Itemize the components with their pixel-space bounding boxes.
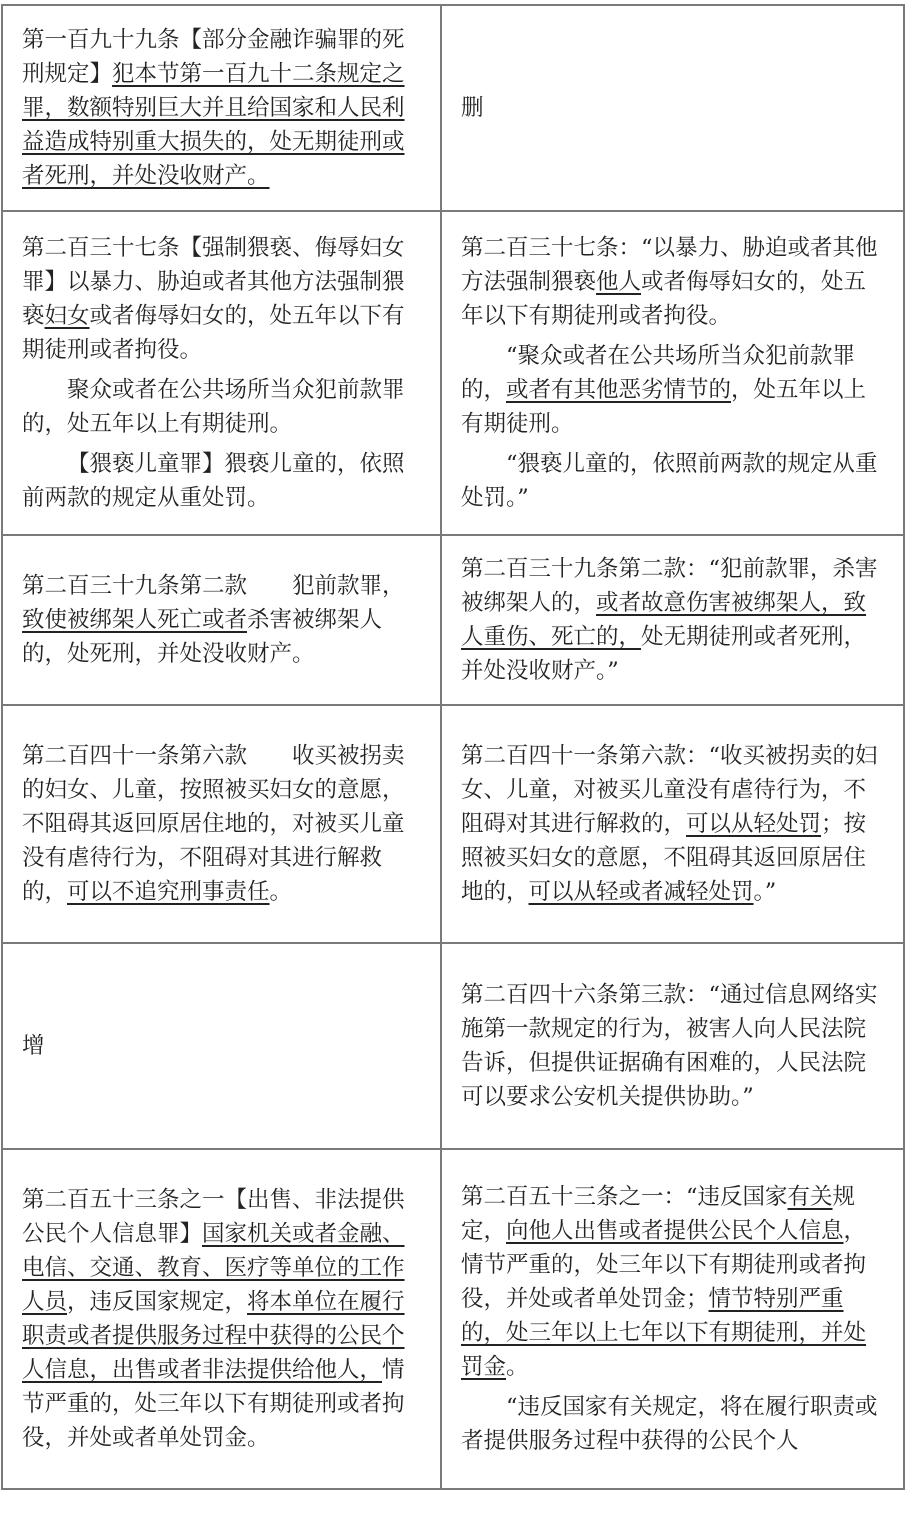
amended-provision-cell	[441, 705, 904, 943]
underlined-text: 可以不追究刑事责任	[67, 879, 270, 905]
provision-paragraph	[461, 231, 885, 333]
amended-provision-cell	[441, 5, 904, 211]
underlined-text: 或者有其他恶劣情节的	[506, 377, 732, 403]
provision-paragraph	[461, 339, 885, 441]
provision-paragraph	[461, 978, 885, 1114]
provision-text: “猥亵儿童的，依照前两款的规定从重处罚。”	[461, 451, 878, 511]
provision-text: 【猥亵儿童罪】猥亵儿童的，依照前两款的规定从重处罚。	[22, 451, 405, 511]
provision-text: 或者侮辱妇女的，处五年以下有期徒刑或者拘役。	[22, 303, 405, 363]
provision-text: ，处五年以上有期徒刑。	[461, 377, 867, 437]
provision-text: 第二百三十七条：“以暴力、胁迫或者其他方法强制猥亵	[461, 235, 878, 295]
original-provision-cell	[2, 1149, 441, 1489]
provision-text: 增	[22, 1033, 45, 1059]
provision-paragraph	[461, 91, 885, 125]
original-provision-cell	[2, 5, 441, 211]
underlined-text: 妇女	[44, 303, 90, 329]
provision-text: 。	[269, 879, 293, 905]
table-row	[2, 5, 904, 211]
provision-paragraph	[22, 569, 422, 671]
underlined-text: 情节特别严重的，处三年以上七年以下有期徒刑，并处罚金	[461, 1286, 867, 1380]
table-row	[2, 1149, 904, 1489]
provision-text: 第二百四十一条第六款：“收买被拐卖的妇女、儿童，对被买儿童没有虐待行为，不阻碍对其进行解救的，	[461, 743, 878, 837]
original-provision-cell	[2, 943, 441, 1149]
original-provision-cell	[2, 535, 441, 705]
provision-paragraph	[461, 1180, 885, 1384]
provision-paragraph	[461, 552, 885, 688]
provision-paragraph	[461, 447, 885, 515]
provision-text: 第一百九十九条【部分金融诈骗罪的死刑规定】	[22, 27, 405, 87]
table-row	[2, 535, 904, 705]
table-row	[2, 211, 904, 535]
provision-text: 聚众或者在公共场所当众犯前款罪的，处五年以上有期徒刑。	[22, 377, 405, 437]
underlined-text: 可以从轻处罚	[686, 811, 822, 837]
underlined-text: 有关	[787, 1184, 833, 1210]
provision-text: “聚众或者在公共场所当众犯前款罪的，	[461, 343, 856, 403]
provision-text: 情节严重的，处三年以下有期徒刑或者拘役，并处或者单处罚金。	[22, 1357, 405, 1451]
underlined-text: 可以从轻或者减轻处罚	[528, 879, 754, 905]
provision-paragraph	[22, 231, 422, 367]
table-row	[2, 943, 904, 1149]
underlined-text: 将本单位在履行职责或者提供服务过程中获得的公民个人信息，出售或者非法提供给他人，	[22, 1289, 405, 1383]
provision-text: 第二百三十九条第二款：“犯前款罪，杀害被绑架人的，	[461, 556, 878, 616]
underlined-text: 他人	[596, 269, 642, 295]
amended-provision-cell	[441, 1149, 904, 1489]
provision-text: ；按照被买妇女的意愿，不阻碍其返回原居住地的，	[461, 811, 867, 905]
provision-paragraph	[22, 1029, 422, 1063]
amended-provision-cell	[441, 211, 904, 535]
underlined-text: 向他人出售或者提供公民个人信息	[506, 1218, 844, 1244]
provision-text: 第二百四十一条第六款 收买被拐卖的妇女、儿童，按照被买妇女的意愿，不阻碍其返回原居住地的，对被买儿童没有虐待行为，不阻碍对其进行解救的，	[22, 743, 405, 905]
provision-text: 第二百五十三条之一：“违反国家	[461, 1184, 788, 1210]
provision-text: 第二百四十六条第三款：“通过信息网络实施第一款规定的行为，被害人向人民法院告诉，但提供证据确有困难的，人民法院可以要求公安机关提供协助。”	[461, 982, 878, 1110]
underlined-text: 或者故意伤害被绑架人，致人重伤、死亡的，	[461, 590, 867, 650]
provision-text: “违反国家有关规定，将在履行职责或者提供服务过程中获得的公民个人	[461, 1394, 878, 1454]
provision-paragraph	[22, 447, 422, 515]
original-provision-cell	[2, 211, 441, 535]
provision-paragraph	[22, 1183, 422, 1455]
provision-paragraph	[22, 739, 422, 909]
underlined-text: 犯本节第一百九十二条规定之罪，数额特别巨大并且给国家和人民利益造成特别重大损失的，处无期徒刑或者死刑，并处没收财产。	[22, 61, 405, 189]
provision-text: 第二百三十九条第二款 犯前款罪，	[22, 573, 405, 599]
provision-text: ，违反国家规定，	[67, 1289, 248, 1315]
amended-provision-cell	[441, 535, 904, 705]
provision-text: 规定，	[461, 1184, 856, 1244]
provision-paragraph	[22, 23, 422, 193]
original-provision-cell	[2, 705, 441, 943]
provision-paragraph	[461, 739, 885, 909]
provision-paragraph	[461, 1390, 885, 1458]
provision-text: 。	[506, 1354, 529, 1380]
provision-text: 。”	[753, 879, 777, 905]
provision-text: 杀害被绑架人的，处死刑，并处没收财产。	[22, 607, 383, 667]
provision-text: 删	[461, 95, 484, 121]
provision-text: 第二百三十七条【强制猥亵、侮辱妇女罪】以暴力、胁迫或者其他方法强制猥亵	[22, 235, 405, 329]
provision-text: 或者侮辱妇女的，处五年以下有期徒刑或者拘役。	[461, 269, 867, 329]
provision-text: ，情节严重的，处三年以下有期徒刑或者拘役，并处或者单处罚金；	[461, 1218, 867, 1312]
underlined-text: 致使被绑架人死亡或者	[22, 607, 248, 633]
amended-provision-cell	[441, 943, 904, 1149]
underlined-text: 国家机关或者金融、电信、交通、教育、医疗等单位的工作人员	[22, 1221, 405, 1315]
law-comparison-table	[1, 4, 905, 1490]
provision-text: 处无期徒刑或者死刑，并处没收财产。”	[461, 624, 867, 684]
table-row	[2, 705, 904, 943]
provision-text: 第二百五十三条之一【出售、非法提供公民个人信息罪】	[22, 1187, 405, 1247]
provision-paragraph	[22, 373, 422, 441]
